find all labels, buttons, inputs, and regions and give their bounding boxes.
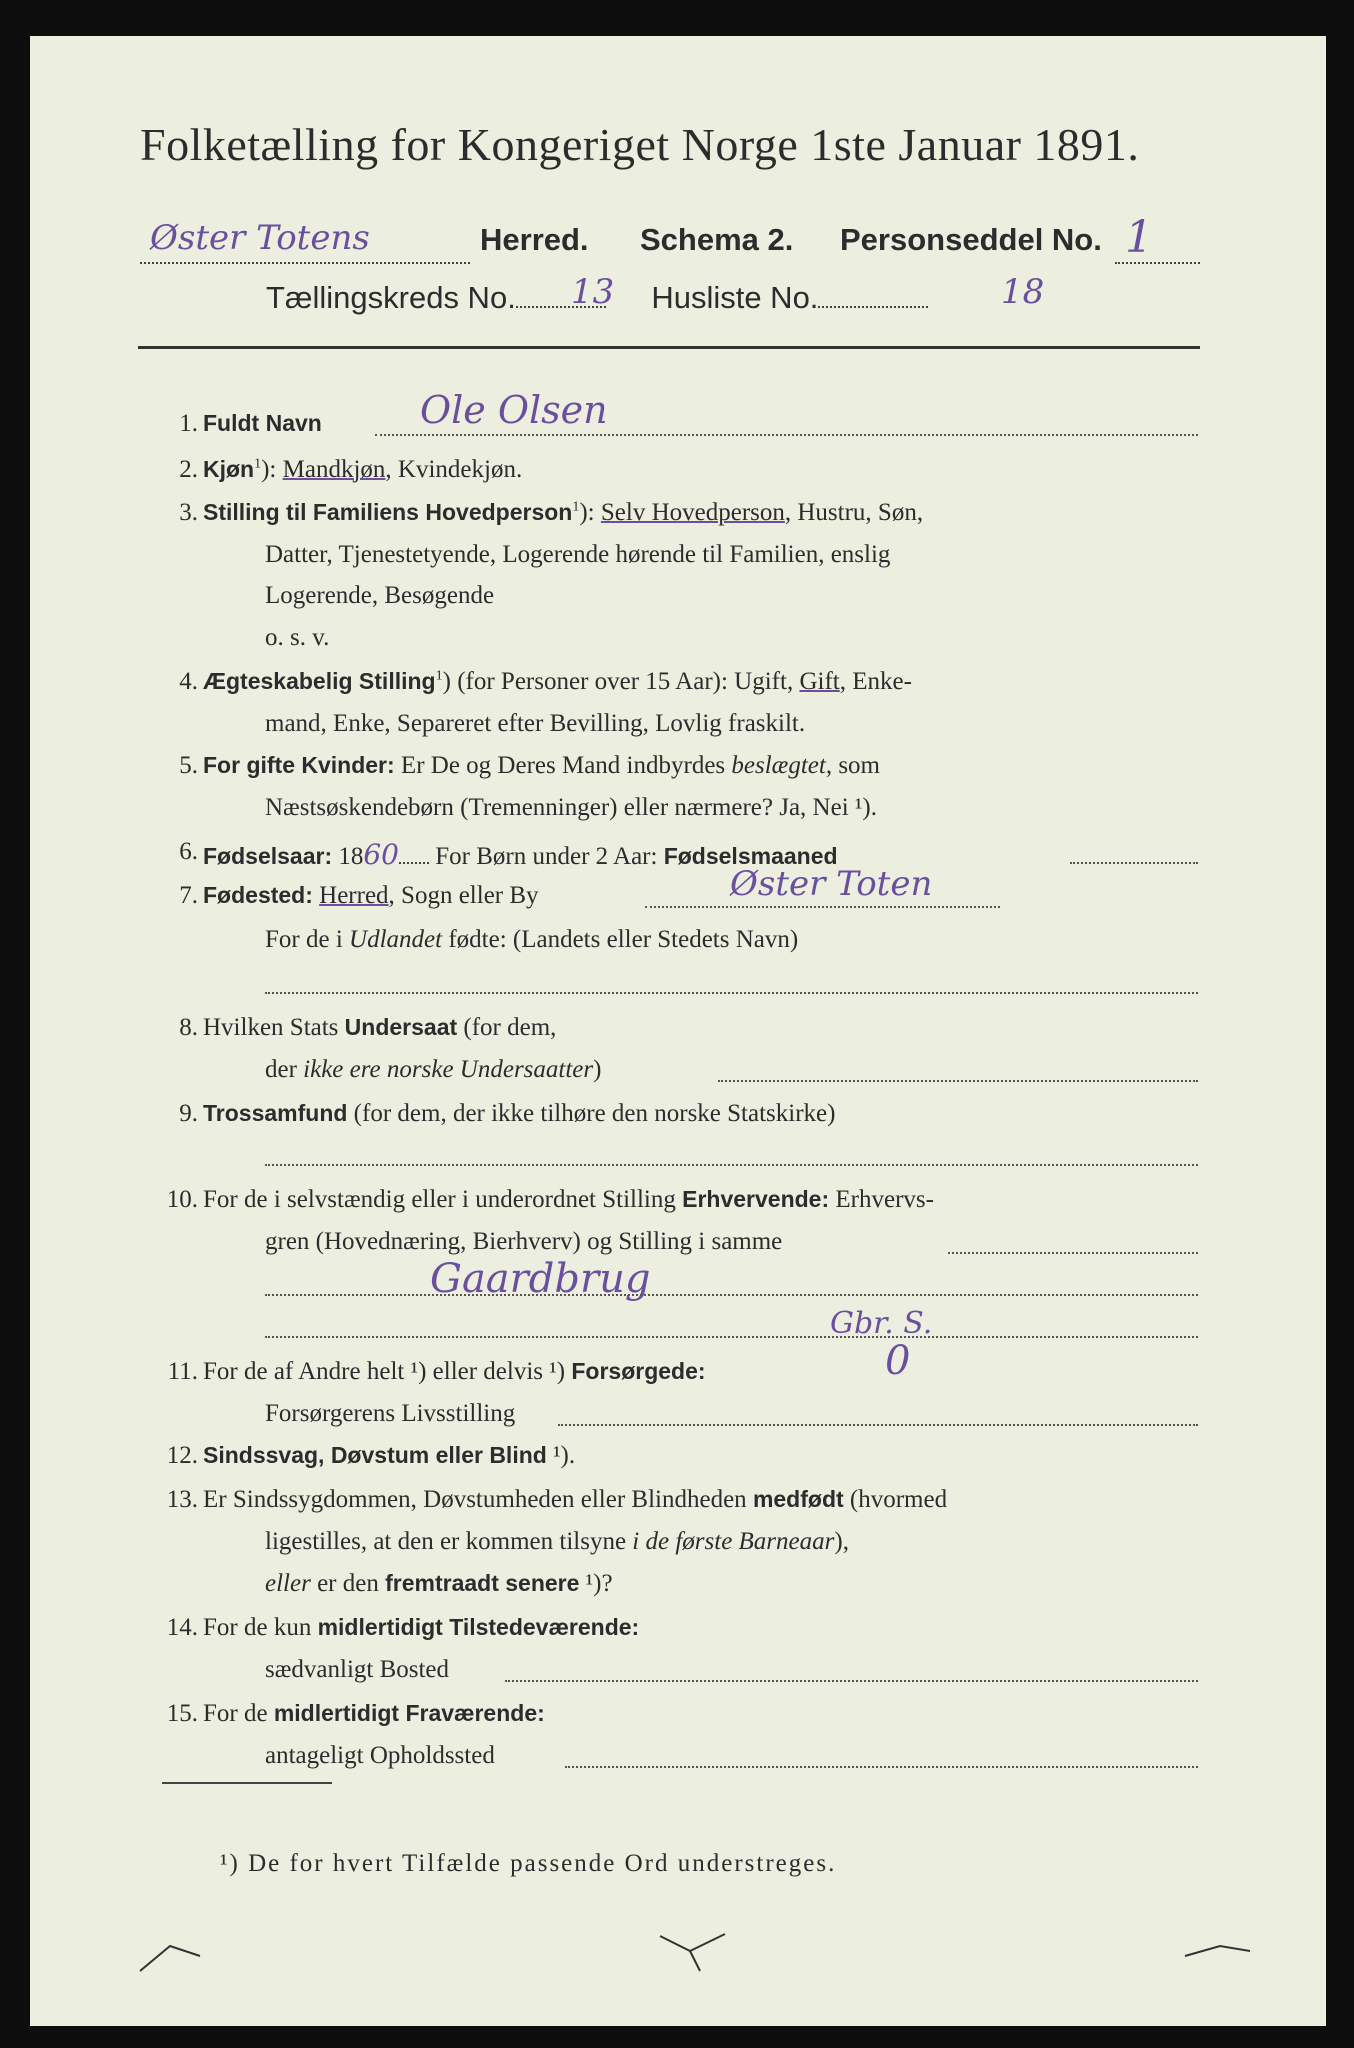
q12-text: Sindssvag, Døvstum eller Blind ¹). (203, 1442, 576, 1469)
footnote-rule (162, 1782, 332, 1784)
q9-dotted-line (265, 1164, 1198, 1166)
q5-text: For gifte Kvinder: Er De og Deres Mand indbyrdes beslægtet, som (203, 752, 881, 779)
q14-text: For de kun midlertidigt Tilstedeværende: (203, 1614, 640, 1641)
taellingskreds-label: Tællingskreds No. (266, 280, 516, 315)
corner-marks (130, 1916, 1250, 1976)
q11-line2: Forsørgerens Livsstilling (265, 1400, 516, 1427)
q6-dotted-line (1070, 862, 1198, 864)
q10-dotted-line-2 (265, 1294, 1198, 1296)
q3-line4: o. s. v. (265, 624, 330, 651)
q13-line2: ligestilles, at den er kommen tilsyne i de første Barneaar), (265, 1528, 849, 1555)
q8-text: Hvilken Stats Undersaat (for dem, (203, 1014, 557, 1041)
q3-line3: Logerende, Besøgende (265, 582, 495, 609)
q13-line3: eller er den fremtraadt senere ¹)? (265, 1570, 613, 1597)
header-line-taelling (266, 272, 1045, 316)
q14-number: 14. (166, 1614, 198, 1641)
footnote: ¹) De for hvert Tilfælde passende Ord understreges. (220, 1850, 837, 1877)
q9-number: 9. (179, 1100, 198, 1127)
q3-text: Stilling til Familiens Hovedperson$^1$): Selv Hovedperson, Hustru, Søn, (203, 499, 924, 526)
q11-text: For de af Andre helt ¹) eller delvis ¹) Forsørgede: (203, 1358, 706, 1385)
q7-dotted-line (645, 906, 1000, 908)
q4-line2: mand, Enke, Separeret efter Bevilling, Lovlig fraskilt. (265, 710, 806, 737)
q6-year-value: 60 (363, 838, 399, 871)
q2-text: Kjøn$^1$): Mandkjøn, Kvindekjøn. (203, 456, 523, 483)
form-title: Folketælling for Kongeriget Norge 1ste Januar 1891. (140, 119, 1140, 170)
q3-number: 3. (179, 499, 198, 526)
q15-number: 15. (166, 1700, 198, 1727)
q7-text: Fødested: Herred, Sogn eller By (203, 882, 539, 909)
q12-number: 12. (166, 1442, 198, 1469)
header-line-herred (140, 212, 1200, 272)
q7-dotted-line-2 (265, 992, 1198, 994)
personseddel-label: Personseddel No. (840, 222, 1102, 257)
q6-text: Fødselsaar: 1860 For Børn under 2 Aar: Fødselsmaaned (203, 838, 838, 871)
husliste-value: 18 (1001, 272, 1045, 312)
q1-label: Fuldt Navn (203, 410, 322, 436)
header-rule (138, 346, 1200, 349)
q10-value-2: Gbr. S. (830, 1306, 933, 1341)
q13-number: 13. (166, 1486, 198, 1513)
herred-value: Øster Totens (150, 218, 370, 258)
q1-dotted-line (375, 434, 1198, 436)
husliste-label: Husliste No. (651, 280, 819, 315)
q5-number: 5. (179, 752, 198, 779)
q8-dotted-line (718, 1080, 1198, 1082)
q10-dotted-line (948, 1252, 1198, 1254)
q9-text: Trossamfund (for dem, der ikke tilhøre den norske Statskirke) (203, 1100, 836, 1127)
q10-text: For de i selvstændig eller i underordnet Stilling Erhvervende: Erhvervs- (203, 1186, 934, 1213)
q11-value: 0 (885, 1338, 911, 1384)
q3-line2: Datter, Tjenestetyende, Logerende hørende til Familien, enslig (265, 541, 891, 568)
q15-dotted-line (565, 1766, 1198, 1768)
q14-line2: sædvanligt Bosted (265, 1656, 450, 1683)
q11-dotted-line (558, 1424, 1198, 1426)
q7-number: 7. (179, 882, 198, 909)
q8-line2: der ikke ere norske Undersaatter) (265, 1056, 602, 1083)
personseddel-value: 1 (1125, 212, 1153, 263)
schema-label: Schema 2. (640, 222, 794, 257)
husliste-dotted-line (818, 306, 928, 308)
q13-text: Er Sindssygdommen, Døvstumheden eller Blindheden medfødt (hvormed (203, 1486, 948, 1513)
q6-number: 6. (179, 838, 198, 865)
taellingskreds-value: 13 (571, 272, 615, 312)
q8-number: 8. (179, 1014, 198, 1041)
q14-dotted-line (505, 1680, 1198, 1682)
q10-value-1: Gaardbrug (430, 1256, 651, 1302)
q1-number: 1. (179, 410, 198, 437)
q10-line2: gren (Hovednæring, Bierhverv) og Stilling i samme (265, 1228, 783, 1255)
q4-text: Ægteskabelig Stilling$^1$) (for Personer over 15 Aar): Ugift, Gift, Enke- (203, 668, 912, 695)
q1-value: Ole Olsen (420, 388, 608, 432)
q7-value: Øster Toten (730, 864, 933, 904)
personseddel-dotted-line (1115, 262, 1200, 264)
q4-number: 4. (179, 668, 198, 695)
q10-dotted-line-3 (265, 1336, 1198, 1338)
q7-line2: For de i Udlandet fødte: (Landets eller Stedets Navn) (265, 926, 799, 953)
herred-label: Herred. (480, 222, 589, 257)
q11-number: 11. (167, 1358, 198, 1385)
census-form (30, 36, 1326, 2026)
q15-text: For de midlertidigt Fraværende: (203, 1700, 545, 1727)
q2-number: 2. (179, 456, 198, 483)
q10-number: 10. (166, 1186, 198, 1213)
herred-dotted-line (140, 262, 470, 264)
q5-line2: Næstsøskendebørn (Tremenninger) eller nærmere? Ja, Nei ¹). (265, 794, 877, 821)
q15-line2: antageligt Opholdssted (265, 1742, 495, 1769)
